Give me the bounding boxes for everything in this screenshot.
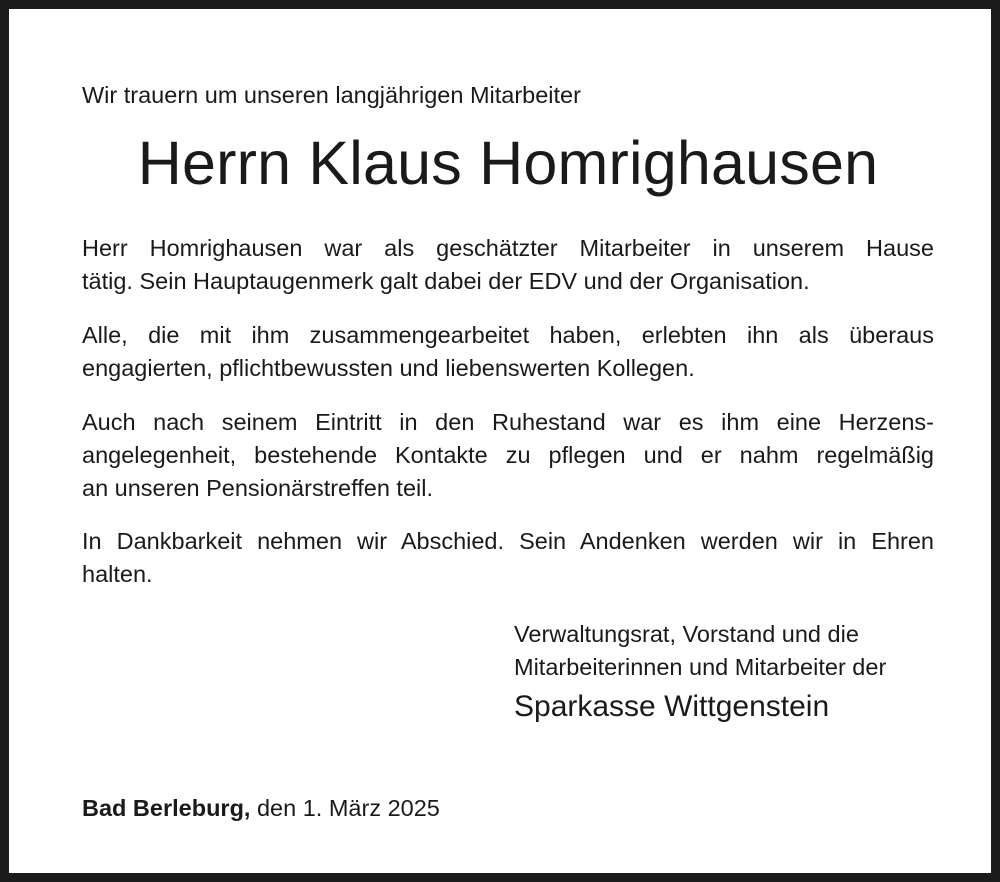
- organization-name: Sparkasse Wittgenstein: [514, 690, 830, 723]
- paragraph-line: halten.: [82, 561, 153, 587]
- intro-text: Wir trauern um unseren langjährigen Mitarbeiter: [82, 82, 581, 108]
- paragraph-2: [82, 319, 934, 385]
- place-and-date: [82, 792, 440, 825]
- signature-line-2: Mitarbeiterinnen und Mitarbeiter der: [514, 654, 887, 680]
- paragraph-1: [82, 232, 934, 298]
- notice-date: den 1. März 2025: [250, 795, 440, 821]
- paragraph-line: Auch nach seinem Eintritt in den Ruhestand war es ihm eine Herzens-: [82, 409, 934, 435]
- deceased-name: Herrn Klaus Homrighausen: [137, 129, 879, 197]
- paragraph-line: In Dankbarkeit nehmen wir Abschied. Sein Andenken werden wir in Ehren: [82, 528, 934, 554]
- signature-line-1: Verwaltungsrat, Vorstand und die: [514, 621, 859, 647]
- signature-block: [514, 618, 886, 684]
- paragraph-line: Alle, die mit ihm zusammengearbeitet haben, erlebten ihn als überaus: [82, 322, 934, 348]
- place-city: Bad Berleburg,: [82, 795, 251, 821]
- paragraph-line: engagierten, pflichtbewussten und liebenswerten Kollegen.: [82, 355, 695, 381]
- paragraph-line: Herr Homrighausen war als geschätzter Mitarbeiter in unserem Hause: [82, 235, 934, 261]
- paragraph-4: [82, 525, 934, 591]
- paragraph-line: tätig. Sein Hauptaugenmerk galt dabei der EDV und der Organisation.: [82, 268, 810, 294]
- paragraph-line: angelegenheit, bestehende Kontakte zu pflegen und er nahm regelmäßig: [82, 442, 934, 468]
- paragraph-3: [82, 406, 934, 505]
- paragraph-line: an unseren Pensionärstreffen teil.: [82, 475, 433, 501]
